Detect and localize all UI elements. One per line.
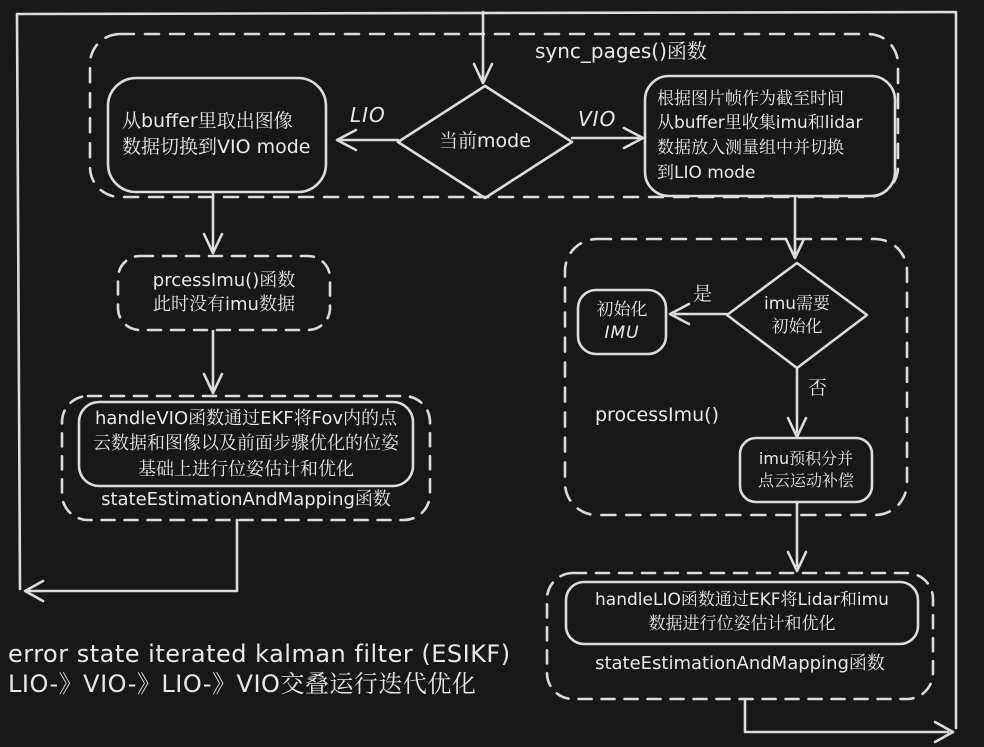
footnote-esikf: error state iterated kalman filter (ESIKF) bbox=[8, 640, 511, 668]
init-imu-text bbox=[578, 290, 666, 354]
current-mode-label: 当前mode bbox=[439, 130, 531, 153]
fetch-image-text bbox=[122, 78, 322, 192]
handle-lio-line1: handleLIO函数通过EKF将Lidar和imu bbox=[595, 590, 889, 611]
sync-pages-label: sync_pages()函数 bbox=[535, 39, 707, 63]
handle-lio-text bbox=[566, 582, 918, 644]
collect-measure-line1: 根据图片帧作为截至时间 bbox=[657, 88, 844, 109]
edge-label-vio: VIO bbox=[578, 107, 617, 131]
edge-label-lio: LIO bbox=[350, 103, 386, 127]
prcess-imu-line1: prcessImu()函数 bbox=[152, 269, 296, 291]
fetch-image-line1: 从buffer里取出图像 bbox=[122, 110, 293, 133]
process-imu-label: processImu() bbox=[595, 404, 719, 426]
prcess-imu-line2: 此时没有imu数据 bbox=[153, 294, 295, 315]
handle-vio-line3: 基础上进行位姿估计和优化 bbox=[138, 458, 354, 480]
edge-label-yes: 是 bbox=[693, 283, 713, 305]
imu-need-init-line1: imu需要 bbox=[763, 293, 831, 314]
handle-vio-line1: handleVIO函数通过EKF将Fov内的点 bbox=[94, 408, 398, 430]
fetch-image-line2: 数据切换到VIO mode bbox=[122, 136, 311, 158]
imu-preint-line1: imu预积分并 bbox=[758, 449, 854, 469]
imu-preint-line2: 点云运动补偿 bbox=[757, 471, 854, 490]
init-imu-line2: IMU bbox=[604, 323, 640, 343]
handle-vio-text bbox=[79, 402, 413, 486]
imu-preint-text bbox=[740, 438, 872, 502]
imu-need-init-line2: 初始化 bbox=[771, 316, 823, 337]
handle-vio-function-label: stateEstimationAndMapping函数 bbox=[101, 489, 391, 510]
collect-measure-line2: 从buffer里收集imu和lidar bbox=[657, 113, 863, 134]
loop-handlevio-to-left bbox=[27, 520, 237, 591]
collect-measure-line3: 数据放入测量组中并切换 bbox=[657, 138, 844, 158]
edge-label-no: 否 bbox=[808, 377, 828, 399]
loop-handlelio-to-right bbox=[745, 699, 948, 732]
init-imu-line1: 初始化 bbox=[596, 300, 648, 321]
handle-lio-function-label: stateEstimationAndMapping函数 bbox=[595, 653, 885, 674]
collect-measure-text bbox=[657, 76, 895, 196]
collect-measure-line4: 到LIO mode bbox=[657, 162, 756, 183]
handle-lio-line2: 数据进行位姿估计和优化 bbox=[648, 614, 836, 634]
imu-need-init-text bbox=[727, 263, 867, 368]
footnote-loop: LIO-》VIO-》LIO-》VIO交叠运行迭代优化 bbox=[8, 670, 477, 698]
prcess-imu-text bbox=[118, 256, 330, 330]
handle-vio-line2: 云数据和图像以及前面步骤优化的位姿 bbox=[93, 433, 399, 455]
